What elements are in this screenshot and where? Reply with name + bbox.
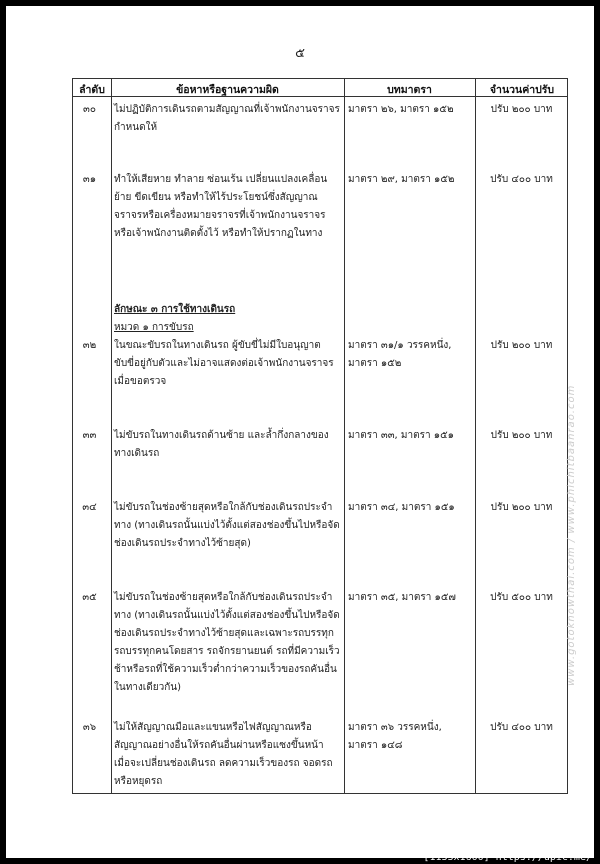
page-number: ๕ [295,46,305,61]
row-law: มาตรา ๒๙, มาตรา ๑๕๒ [348,174,455,185]
row-fine: ปรับ ๕๐๐ บาท [490,592,553,603]
row-fine: ปรับ ๒๐๐ บาท [490,104,553,115]
row-number: ๓๕ [82,592,97,603]
row-fine: ปรับ ๒๐๐ บาท [490,502,553,513]
section-title: ลักษณะ ๓ การใช้ทางเดินรถ [114,304,236,315]
column-divider [475,79,476,793]
row-number: ๓๐ [83,104,96,115]
row-number: ๓๒ [82,340,97,351]
column-divider [344,79,345,793]
header-order: ลำดับ [79,84,105,96]
row-fine: ปรับ ๔๐๐ บาท [490,174,553,185]
row-law: มาตรา ๓๓, มาตรา ๑๕๑ [348,430,455,441]
row-number: ๓๑ [82,174,97,185]
row-offense: ไม่ขับรถในทางเดินรถด้านซ้าย และล้ำกึ่งกลางของทางเดินรถ [114,430,329,459]
watermark-text: www.gotoknowthai.com / www.phichitbaanrao.com [566,384,577,686]
header-law: บทมาตรา [387,84,432,96]
row-offense: ไม่ขับรถในช่องซ้ายสุดหรือใกล้กับช่องเดินรถประจำทาง (ทางเดินรถนั้นแบ่งไว้ตั้งแต่สองช่องขึ้นไปหรือจัดช่องเดินรถประจำทางไว้ซ้ายสุด) [114,502,340,549]
row-offense: ทำให้เสียหาย ทำลาย ซ่อนเร้น เปลี่ยนแปลงเคลื่อนย้าย ขีดเขียน หรือทำให้ไร้ประโยชน์ซึ่งสัญญาณจราจรหรือเครื่องหมายจราจรที่เจ้าพนักงานจราจรหรือเจ้าพนักงานติดตั้งไว้ หรือทำให้ปรากฏในทาง [114,174,328,239]
column-divider [111,79,112,793]
row-number: ๓๖ [82,722,97,733]
fine-table [72,78,568,794]
image-caption: [1133x1600] https://upic.me/ [423,852,592,863]
header-offense: ข้อหาหรือฐานความผิด [176,84,279,96]
row-offense: ในขณะขับรถในทางเดินรถ ผู้ขับขี่ไม่มีใบอนุญาตขับขี่อยู่กับตัวและไม่อาจแสดงต่อเจ้าพนักงานจราจรเมื่อขอตรวจ [114,340,334,387]
row-law: มาตรา ๓๕, มาตรา ๑๕๗ [348,592,456,603]
row-offense: ไม่ให้สัญญาณมือและแขนหรือไฟสัญญาณหรือสัญญาณอย่างอื่นให้รถคันอื่นผ่านหรือแซงขึ้นหน้า เมื่อจะเปลี่ยนช่องเดินรถ ลดความเร็วของรถ จอดรถหรือหยุดรถ [114,722,333,787]
row-fine: ปรับ ๒๐๐ บาท [490,340,553,351]
row-number: ๓๔ [82,502,97,513]
row-offense: ไม่ขับรถในช่องซ้ายสุดหรือใกล้กับช่องเดินรถประจำทาง (ทางเดินรถนั้นแบ่งไว้ตั้งแต่สองช่องขึ้นไปหรือจัดช่องเดินรถประจำทางไว้ซ้ายสุดและเฉพาะรถบรรทุก รถบรรทุกคนโดยสาร รถจักรยานยนต์ รถที่มีความเร็วช้าหรือรถที่ใช้ความเร็วต่ำกว่าความเร็วของรถคันอื่นในทางเดียวกัน) [114,592,340,693]
row-law: มาตรา ๓๔, มาตรา ๑๕๑ [348,502,455,513]
row-number: ๓๓ [82,430,97,441]
row-fine: ปรับ ๒๐๐ บาท [490,430,553,441]
row-law: มาตรา ๓๑/๑ วรรคหนึ่ง, มาตรา ๑๕๒ [348,340,452,369]
header-fine: จำนวนค่าปรับ [489,84,555,96]
document-page [6,6,594,858]
row-law: มาตรา ๒๖, มาตรา ๑๕๒ [348,104,454,115]
row-fine: ปรับ ๔๐๐ บาท [490,722,553,733]
row-offense: ไม่ปฏิบัติการเดินรถตามสัญญาณที่เจ้าพนักงานจราจรกำหนดให้ [114,104,340,133]
row-law: มาตรา ๓๖ วรรคหนึ่ง, มาตรา ๑๔๘ [348,722,442,751]
section-subtitle: หมวด ๑ การขับรถ [114,322,194,333]
